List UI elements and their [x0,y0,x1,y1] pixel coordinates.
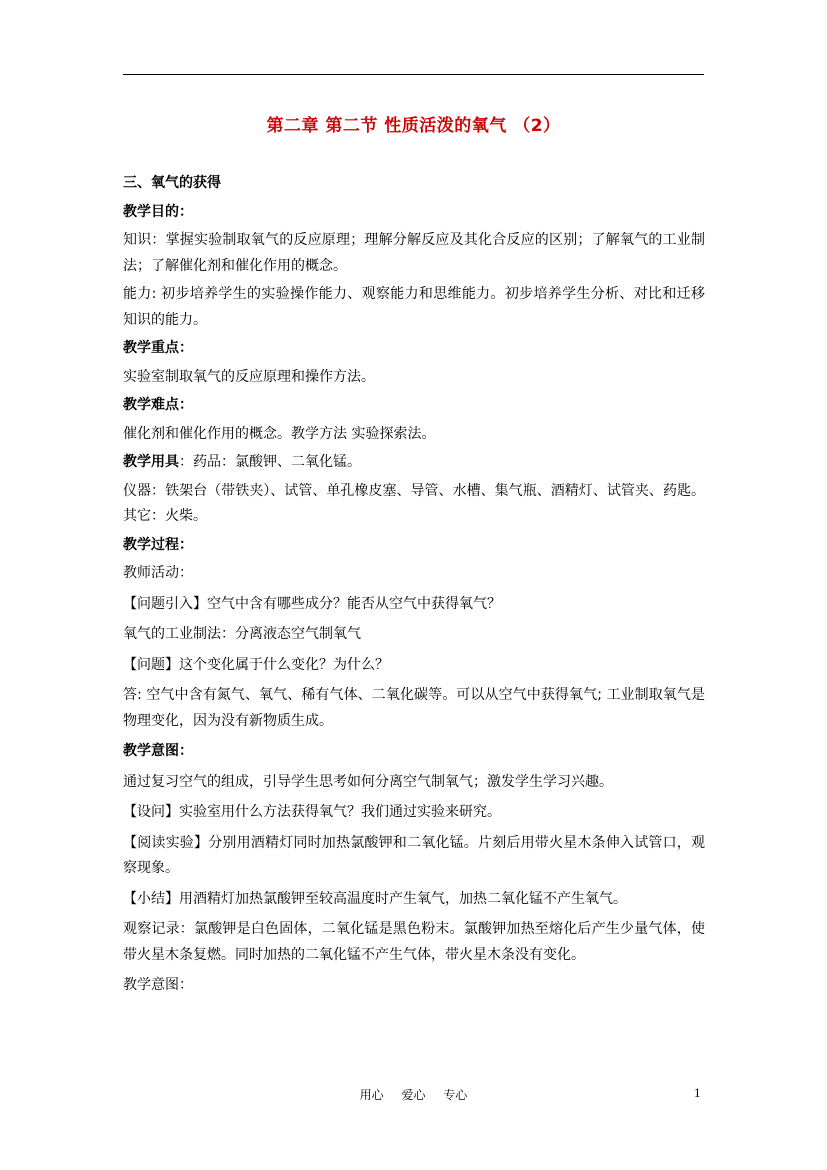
teaching-goals-heading: 教学目的： [123,203,193,220]
question-paragraph: 【问题】这个变化属于什么变化？为什么？ [123,656,389,673]
page-footer: 用心 爱心 专心 [359,1088,468,1102]
document-body [123,171,705,1002]
teaching-intent-label: 教学意图： [123,977,193,993]
instruments-paragraph: 仪器：铁架台（带铁夹）、试管、单孔橡皮塞、导管、水槽、集气瓶、酒精灯、试管夹、药匙。其它：火柴。 [123,482,705,524]
reading-experiment-paragraph: 【阅读实验】分别用酒精灯同时加热氯酸钾和二氧化锰。片刻后用带火星木条伸入试管口，观察现象。 [123,834,705,876]
teaching-focus-heading: 教学重点： [123,340,193,356]
page-number: 1 [694,1085,701,1100]
document-title: 第二章 第二节 性质活泼的氧气 （2） [266,116,561,136]
teaching-tools-paragraph [123,450,705,476]
question-intro-paragraph: 【问题引入】空气中含有哪些成分？能否从空气中获得氧气？ [123,595,501,612]
answer-paragraph: 答: 空气中含有氮气、氧气、稀有气体、二氧化碳等。可以从空气中获得氧气; 工业制取氧气是物理变化，因为没有新物质生成。 [123,687,705,729]
teaching-tools-label: 教学用具 [123,454,179,470]
teaching-process-heading: 教学过程： [123,536,193,553]
industrial-method-paragraph: 氧气的工业制法：分离液态空气制氧气 [123,626,361,642]
ability-goal-paragraph: 能力: 初步培养学生的实验操作能力、观察能力和思维能力。初步培养学生分析、对比和迁移知识的能力。 [123,286,705,328]
knowledge-goal-paragraph: 知识：掌握实验制取氧气的反应原理；理解分解反应及其化合反应的区别；了解氧气的工业制法；了解催化剂和催化作用的概念。 [123,232,705,274]
teaching-intent-paragraph: 通过复习空气的组成，引导学生思考如何分离空气制氧气；激发学生学习兴趣。 [123,773,613,790]
summary-paragraph: 【小结】用酒精灯加热氯酸钾至较高温度时产生氧气，加热二氧化锰不产生氧气。 [123,890,627,907]
teaching-tools-text: ：药品：氯酸钾、二氧化锰。 [179,454,361,470]
teaching-difficulty-heading: 教学难点： [123,397,193,413]
teaching-focus-paragraph: 实验室制取氧气的反应原理和操作方法。 [123,368,375,385]
observation-record-paragraph: 观察记录：氯酸钾是白色固体，二氧化锰是黑色粉末。氯酸钾加热至熔化后产生少量气体，使带火星木条复燃。同时加热的二氧化锰不产生气体，带火星木条没有变化。 [123,921,705,963]
section-heading: 三、氧气的获得 [123,175,221,191]
inquiry-paragraph: 【设问】实验室用什么方法获得氧气？我们通过实验来研究。 [123,804,501,820]
teaching-intent-heading: 教学意图： [123,743,193,759]
header-rule [123,74,704,75]
teacher-activity-label: 教师活动： [123,565,193,581]
teaching-difficulty-paragraph: 催化剂和催化作用的概念。教学方法 实验探索法。 [123,425,436,442]
